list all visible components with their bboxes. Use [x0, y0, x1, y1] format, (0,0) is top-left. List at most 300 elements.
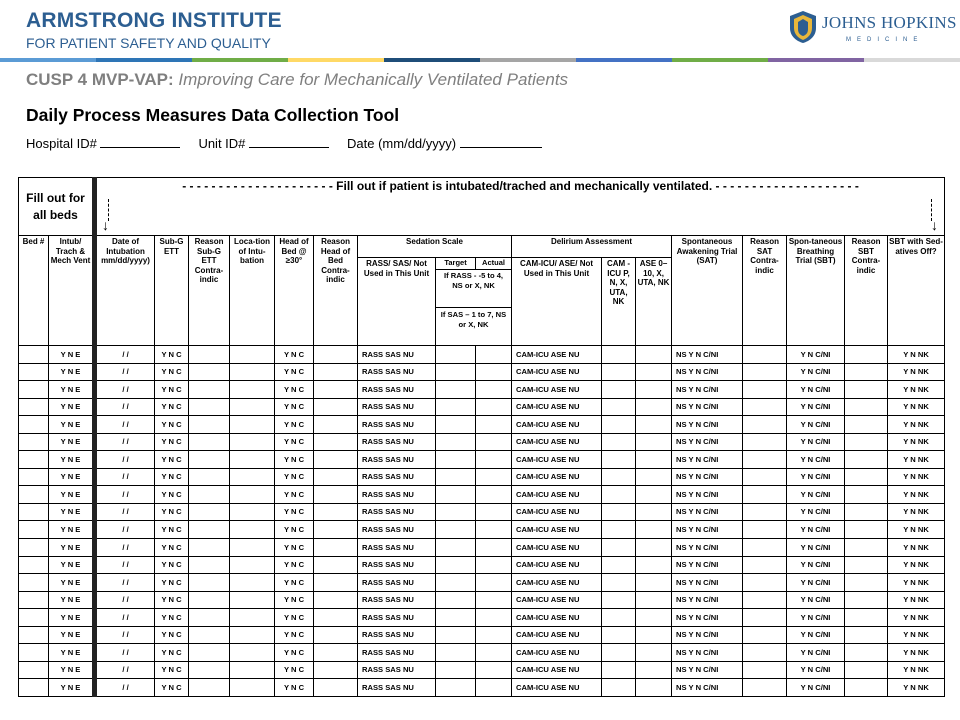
reason-subg-cell[interactable]: [189, 521, 230, 539]
ase-cell[interactable]: [636, 416, 672, 434]
subg-cell[interactable]: Y N C: [155, 644, 189, 662]
location-cell[interactable]: [230, 363, 275, 381]
sbt-cell[interactable]: Y N C/NI: [787, 556, 845, 574]
intub-cell[interactable]: Y N E: [49, 503, 95, 521]
date-intub-cell[interactable]: / /: [95, 468, 155, 486]
cam-cell[interactable]: [602, 503, 636, 521]
sbt-cell[interactable]: Y N C/NI: [787, 398, 845, 416]
sbt-sedatives-cell[interactable]: Y N NK: [888, 574, 945, 592]
date-intub-cell[interactable]: / /: [95, 416, 155, 434]
cam-cell[interactable]: [602, 609, 636, 627]
sbt-cell[interactable]: Y N C/NI: [787, 521, 845, 539]
ase-cell[interactable]: [636, 451, 672, 469]
reason-sat-cell[interactable]: [743, 486, 787, 504]
reason-hob-cell[interactable]: [314, 416, 358, 434]
bed-cell[interactable]: [19, 363, 49, 381]
rass-cell[interactable]: RASS SAS NU: [358, 416, 436, 434]
ase-cell[interactable]: [636, 609, 672, 627]
subg-cell[interactable]: Y N C: [155, 468, 189, 486]
reason-subg-cell[interactable]: [189, 556, 230, 574]
target-cell[interactable]: [436, 503, 476, 521]
bed-cell[interactable]: [19, 451, 49, 469]
sbt-sedatives-cell[interactable]: Y N NK: [888, 486, 945, 504]
sat-cell[interactable]: NS Y N C/NI: [672, 539, 743, 557]
rass-cell[interactable]: RASS SAS NU: [358, 451, 436, 469]
intub-cell[interactable]: Y N E: [49, 433, 95, 451]
intub-cell[interactable]: Y N E: [49, 574, 95, 592]
bed-cell[interactable]: [19, 416, 49, 434]
date-intub-cell[interactable]: / /: [95, 574, 155, 592]
cam-cell[interactable]: [602, 626, 636, 644]
subg-cell[interactable]: Y N C: [155, 521, 189, 539]
intub-cell[interactable]: Y N E: [49, 451, 95, 469]
sbt-cell[interactable]: Y N C/NI: [787, 609, 845, 627]
sbt-cell[interactable]: Y N C/NI: [787, 591, 845, 609]
ase-cell[interactable]: [636, 539, 672, 557]
rass-cell[interactable]: RASS SAS NU: [358, 626, 436, 644]
camicu-cell[interactable]: CAM-ICU ASE NU: [512, 574, 602, 592]
reason-sat-cell[interactable]: [743, 521, 787, 539]
actual-cell[interactable]: [476, 433, 512, 451]
sbt-sedatives-cell[interactable]: Y N NK: [888, 644, 945, 662]
reason-subg-cell[interactable]: [189, 626, 230, 644]
target-cell[interactable]: [436, 644, 476, 662]
camicu-cell[interactable]: CAM-ICU ASE NU: [512, 609, 602, 627]
reason-subg-cell[interactable]: [189, 661, 230, 679]
ase-cell[interactable]: [636, 381, 672, 399]
hob-cell[interactable]: Y N C: [275, 679, 314, 697]
ase-cell[interactable]: [636, 398, 672, 416]
reason-hob-cell[interactable]: [314, 626, 358, 644]
reason-sat-cell[interactable]: [743, 433, 787, 451]
subg-cell[interactable]: Y N C: [155, 451, 189, 469]
camicu-cell[interactable]: CAM-ICU ASE NU: [512, 451, 602, 469]
actual-cell[interactable]: [476, 416, 512, 434]
date-intub-cell[interactable]: / /: [95, 521, 155, 539]
reason-sbt-cell[interactable]: [845, 398, 888, 416]
reason-sat-cell[interactable]: [743, 609, 787, 627]
actual-cell[interactable]: [476, 679, 512, 697]
bed-cell[interactable]: [19, 486, 49, 504]
reason-sbt-cell[interactable]: [845, 451, 888, 469]
location-cell[interactable]: [230, 398, 275, 416]
location-cell[interactable]: [230, 433, 275, 451]
ase-cell[interactable]: [636, 486, 672, 504]
target-cell[interactable]: [436, 539, 476, 557]
subg-cell[interactable]: Y N C: [155, 346, 189, 364]
date-intub-cell[interactable]: / /: [95, 556, 155, 574]
reason-sat-cell[interactable]: [743, 661, 787, 679]
subg-cell[interactable]: Y N C: [155, 556, 189, 574]
actual-cell[interactable]: [476, 468, 512, 486]
intub-cell[interactable]: Y N E: [49, 679, 95, 697]
camicu-cell[interactable]: CAM-ICU ASE NU: [512, 556, 602, 574]
reason-subg-cell[interactable]: [189, 468, 230, 486]
hob-cell[interactable]: Y N C: [275, 539, 314, 557]
bed-cell[interactable]: [19, 644, 49, 662]
ase-cell[interactable]: [636, 679, 672, 697]
hob-cell[interactable]: Y N C: [275, 451, 314, 469]
ase-cell[interactable]: [636, 591, 672, 609]
hob-cell[interactable]: Y N C: [275, 556, 314, 574]
sbt-sedatives-cell[interactable]: Y N NK: [888, 381, 945, 399]
sat-cell[interactable]: NS Y N C/NI: [672, 521, 743, 539]
cam-cell[interactable]: [602, 486, 636, 504]
subg-cell[interactable]: Y N C: [155, 574, 189, 592]
reason-sat-cell[interactable]: [743, 398, 787, 416]
intub-cell[interactable]: Y N E: [49, 381, 95, 399]
sbt-cell[interactable]: Y N C/NI: [787, 644, 845, 662]
hob-cell[interactable]: Y N C: [275, 346, 314, 364]
cam-cell[interactable]: [602, 591, 636, 609]
camicu-cell[interactable]: CAM-ICU ASE NU: [512, 521, 602, 539]
ase-cell[interactable]: [636, 661, 672, 679]
sat-cell[interactable]: NS Y N C/NI: [672, 609, 743, 627]
actual-cell[interactable]: [476, 661, 512, 679]
intub-cell[interactable]: Y N E: [49, 661, 95, 679]
reason-sat-cell[interactable]: [743, 468, 787, 486]
rass-cell[interactable]: RASS SAS NU: [358, 574, 436, 592]
sbt-cell[interactable]: Y N C/NI: [787, 574, 845, 592]
location-cell[interactable]: [230, 381, 275, 399]
sbt-cell[interactable]: Y N C/NI: [787, 539, 845, 557]
cam-cell[interactable]: [602, 679, 636, 697]
reason-subg-cell[interactable]: [189, 346, 230, 364]
camicu-cell[interactable]: CAM-ICU ASE NU: [512, 591, 602, 609]
reason-subg-cell[interactable]: [189, 416, 230, 434]
hob-cell[interactable]: Y N C: [275, 521, 314, 539]
rass-cell[interactable]: RASS SAS NU: [358, 381, 436, 399]
cam-cell[interactable]: [602, 661, 636, 679]
intub-cell[interactable]: Y N E: [49, 398, 95, 416]
cam-cell[interactable]: [602, 381, 636, 399]
rass-cell[interactable]: RASS SAS NU: [358, 433, 436, 451]
camicu-cell[interactable]: CAM-ICU ASE NU: [512, 381, 602, 399]
reason-hob-cell[interactable]: [314, 398, 358, 416]
rass-cell[interactable]: RASS SAS NU: [358, 539, 436, 557]
reason-sat-cell[interactable]: [743, 574, 787, 592]
rass-cell[interactable]: RASS SAS NU: [358, 363, 436, 381]
location-cell[interactable]: [230, 503, 275, 521]
camicu-cell[interactable]: CAM-ICU ASE NU: [512, 626, 602, 644]
date-intub-cell[interactable]: / /: [95, 679, 155, 697]
actual-cell[interactable]: [476, 556, 512, 574]
camicu-cell[interactable]: CAM-ICU ASE NU: [512, 539, 602, 557]
cam-cell[interactable]: [602, 644, 636, 662]
sat-cell[interactable]: NS Y N C/NI: [672, 433, 743, 451]
bed-cell[interactable]: [19, 398, 49, 416]
camicu-cell[interactable]: CAM-ICU ASE NU: [512, 486, 602, 504]
date-intub-cell[interactable]: / /: [95, 486, 155, 504]
actual-cell[interactable]: [476, 539, 512, 557]
date-intub-cell[interactable]: / /: [95, 644, 155, 662]
target-cell[interactable]: [436, 521, 476, 539]
hob-cell[interactable]: Y N C: [275, 398, 314, 416]
hob-cell[interactable]: Y N C: [275, 503, 314, 521]
ase-cell[interactable]: [636, 574, 672, 592]
reason-hob-cell[interactable]: [314, 556, 358, 574]
reason-sbt-cell[interactable]: [845, 556, 888, 574]
bed-cell[interactable]: [19, 503, 49, 521]
target-cell[interactable]: [436, 346, 476, 364]
location-cell[interactable]: [230, 661, 275, 679]
camicu-cell[interactable]: CAM-ICU ASE NU: [512, 503, 602, 521]
reason-hob-cell[interactable]: [314, 591, 358, 609]
intub-cell[interactable]: Y N E: [49, 416, 95, 434]
location-cell[interactable]: [230, 451, 275, 469]
reason-sbt-cell[interactable]: [845, 679, 888, 697]
bed-cell[interactable]: [19, 539, 49, 557]
reason-subg-cell[interactable]: [189, 591, 230, 609]
date-intub-cell[interactable]: / /: [95, 609, 155, 627]
date-intub-cell[interactable]: / /: [95, 539, 155, 557]
target-cell[interactable]: [436, 486, 476, 504]
reason-sbt-cell[interactable]: [845, 521, 888, 539]
subg-cell[interactable]: Y N C: [155, 539, 189, 557]
ase-cell[interactable]: [636, 556, 672, 574]
intub-cell[interactable]: Y N E: [49, 521, 95, 539]
actual-cell[interactable]: [476, 381, 512, 399]
sbt-cell[interactable]: Y N C/NI: [787, 626, 845, 644]
sat-cell[interactable]: NS Y N C/NI: [672, 644, 743, 662]
ase-cell[interactable]: [636, 363, 672, 381]
reason-sbt-cell[interactable]: [845, 433, 888, 451]
reason-hob-cell[interactable]: [314, 503, 358, 521]
date-intub-cell[interactable]: / /: [95, 381, 155, 399]
location-cell[interactable]: [230, 644, 275, 662]
rass-cell[interactable]: RASS SAS NU: [358, 644, 436, 662]
cam-cell[interactable]: [602, 398, 636, 416]
rass-cell[interactable]: RASS SAS NU: [358, 661, 436, 679]
reason-sat-cell[interactable]: [743, 591, 787, 609]
sbt-sedatives-cell[interactable]: Y N NK: [888, 679, 945, 697]
reason-subg-cell[interactable]: [189, 363, 230, 381]
date-intub-cell[interactable]: / /: [95, 363, 155, 381]
reason-subg-cell[interactable]: [189, 486, 230, 504]
sat-cell[interactable]: NS Y N C/NI: [672, 556, 743, 574]
intub-cell[interactable]: Y N E: [49, 363, 95, 381]
sbt-cell[interactable]: Y N C/NI: [787, 381, 845, 399]
ase-cell[interactable]: [636, 433, 672, 451]
hob-cell[interactable]: Y N C: [275, 591, 314, 609]
sbt-sedatives-cell[interactable]: Y N NK: [888, 433, 945, 451]
reason-subg-cell[interactable]: [189, 574, 230, 592]
ase-cell[interactable]: [636, 521, 672, 539]
bed-cell[interactable]: [19, 381, 49, 399]
hob-cell[interactable]: Y N C: [275, 574, 314, 592]
reason-sbt-cell[interactable]: [845, 661, 888, 679]
bed-cell[interactable]: [19, 609, 49, 627]
actual-cell[interactable]: [476, 363, 512, 381]
actual-cell[interactable]: [476, 574, 512, 592]
location-cell[interactable]: [230, 468, 275, 486]
bed-cell[interactable]: [19, 661, 49, 679]
sbt-cell[interactable]: Y N C/NI: [787, 451, 845, 469]
target-cell[interactable]: [436, 381, 476, 399]
reason-sat-cell[interactable]: [743, 503, 787, 521]
target-cell[interactable]: [436, 626, 476, 644]
intub-cell[interactable]: Y N E: [49, 609, 95, 627]
reason-sat-cell[interactable]: [743, 363, 787, 381]
sbt-cell[interactable]: Y N C/NI: [787, 661, 845, 679]
actual-cell[interactable]: [476, 521, 512, 539]
ase-cell[interactable]: [636, 644, 672, 662]
reason-sat-cell[interactable]: [743, 644, 787, 662]
actual-cell[interactable]: [476, 346, 512, 364]
sbt-cell[interactable]: Y N C/NI: [787, 679, 845, 697]
reason-hob-cell[interactable]: [314, 363, 358, 381]
hob-cell[interactable]: Y N C: [275, 626, 314, 644]
subg-cell[interactable]: Y N C: [155, 591, 189, 609]
sat-cell[interactable]: NS Y N C/NI: [672, 381, 743, 399]
camicu-cell[interactable]: CAM-ICU ASE NU: [512, 644, 602, 662]
location-cell[interactable]: [230, 346, 275, 364]
actual-cell[interactable]: [476, 626, 512, 644]
reason-sbt-cell[interactable]: [845, 346, 888, 364]
reason-hob-cell[interactable]: [314, 521, 358, 539]
target-cell[interactable]: [436, 661, 476, 679]
bed-cell[interactable]: [19, 626, 49, 644]
target-cell[interactable]: [436, 433, 476, 451]
location-cell[interactable]: [230, 591, 275, 609]
target-cell[interactable]: [436, 574, 476, 592]
bed-cell[interactable]: [19, 556, 49, 574]
ase-cell[interactable]: [636, 503, 672, 521]
reason-subg-cell[interactable]: [189, 381, 230, 399]
intub-cell[interactable]: Y N E: [49, 346, 95, 364]
reason-sat-cell[interactable]: [743, 626, 787, 644]
sbt-cell[interactable]: Y N C/NI: [787, 416, 845, 434]
reason-sbt-cell[interactable]: [845, 574, 888, 592]
reason-sbt-cell[interactable]: [845, 363, 888, 381]
reason-subg-cell[interactable]: [189, 398, 230, 416]
target-cell[interactable]: [436, 451, 476, 469]
sat-cell[interactable]: NS Y N C/NI: [672, 398, 743, 416]
subg-cell[interactable]: Y N C: [155, 679, 189, 697]
sbt-cell[interactable]: Y N C/NI: [787, 486, 845, 504]
location-cell[interactable]: [230, 556, 275, 574]
sat-cell[interactable]: NS Y N C/NI: [672, 416, 743, 434]
camicu-cell[interactable]: CAM-ICU ASE NU: [512, 661, 602, 679]
reason-hob-cell[interactable]: [314, 539, 358, 557]
location-cell[interactable]: [230, 609, 275, 627]
camicu-cell[interactable]: CAM-ICU ASE NU: [512, 398, 602, 416]
reason-subg-cell[interactable]: [189, 609, 230, 627]
reason-sbt-cell[interactable]: [845, 468, 888, 486]
date-intub-cell[interactable]: / /: [95, 433, 155, 451]
reason-sat-cell[interactable]: [743, 346, 787, 364]
sbt-cell[interactable]: Y N C/NI: [787, 346, 845, 364]
reason-hob-cell[interactable]: [314, 468, 358, 486]
rass-cell[interactable]: RASS SAS NU: [358, 398, 436, 416]
subg-cell[interactable]: Y N C: [155, 609, 189, 627]
hospital-id-field[interactable]: [26, 136, 180, 151]
actual-cell[interactable]: [476, 503, 512, 521]
hospital-id-line[interactable]: [100, 136, 180, 148]
camicu-cell[interactable]: CAM-ICU ASE NU: [512, 346, 602, 364]
subg-cell[interactable]: Y N C: [155, 433, 189, 451]
location-cell[interactable]: [230, 574, 275, 592]
date-intub-cell[interactable]: / /: [95, 503, 155, 521]
target-cell[interactable]: [436, 416, 476, 434]
subg-cell[interactable]: Y N C: [155, 661, 189, 679]
reason-hob-cell[interactable]: [314, 433, 358, 451]
rass-cell[interactable]: RASS SAS NU: [358, 591, 436, 609]
cam-cell[interactable]: [602, 556, 636, 574]
actual-cell[interactable]: [476, 398, 512, 416]
camicu-cell[interactable]: CAM-ICU ASE NU: [512, 468, 602, 486]
sbt-sedatives-cell[interactable]: Y N NK: [888, 416, 945, 434]
bed-cell[interactable]: [19, 433, 49, 451]
cam-cell[interactable]: [602, 416, 636, 434]
actual-cell[interactable]: [476, 644, 512, 662]
sbt-sedatives-cell[interactable]: Y N NK: [888, 503, 945, 521]
rass-cell[interactable]: RASS SAS NU: [358, 468, 436, 486]
hob-cell[interactable]: Y N C: [275, 609, 314, 627]
intub-cell[interactable]: Y N E: [49, 556, 95, 574]
location-cell[interactable]: [230, 416, 275, 434]
location-cell[interactable]: [230, 679, 275, 697]
reason-sbt-cell[interactable]: [845, 644, 888, 662]
bed-cell[interactable]: [19, 346, 49, 364]
reason-sat-cell[interactable]: [743, 679, 787, 697]
reason-sbt-cell[interactable]: [845, 626, 888, 644]
reason-sbt-cell[interactable]: [845, 609, 888, 627]
rass-cell[interactable]: RASS SAS NU: [358, 679, 436, 697]
camicu-cell[interactable]: CAM-ICU ASE NU: [512, 679, 602, 697]
sat-cell[interactable]: NS Y N C/NI: [672, 346, 743, 364]
cam-cell[interactable]: [602, 363, 636, 381]
bed-cell[interactable]: [19, 574, 49, 592]
reason-hob-cell[interactable]: [314, 609, 358, 627]
sbt-sedatives-cell[interactable]: Y N NK: [888, 661, 945, 679]
reason-sbt-cell[interactable]: [845, 416, 888, 434]
intub-cell[interactable]: Y N E: [49, 591, 95, 609]
reason-sbt-cell[interactable]: [845, 591, 888, 609]
hob-cell[interactable]: Y N C: [275, 381, 314, 399]
reason-sbt-cell[interactable]: [845, 503, 888, 521]
bed-cell[interactable]: [19, 679, 49, 697]
sat-cell[interactable]: NS Y N C/NI: [672, 679, 743, 697]
rass-cell[interactable]: RASS SAS NU: [358, 486, 436, 504]
camicu-cell[interactable]: CAM-ICU ASE NU: [512, 416, 602, 434]
reason-hob-cell[interactable]: [314, 451, 358, 469]
cam-cell[interactable]: [602, 451, 636, 469]
sbt-sedatives-cell[interactable]: Y N NK: [888, 346, 945, 364]
reason-sat-cell[interactable]: [743, 556, 787, 574]
ase-cell[interactable]: [636, 626, 672, 644]
sbt-sedatives-cell[interactable]: Y N NK: [888, 398, 945, 416]
reason-subg-cell[interactable]: [189, 433, 230, 451]
intub-cell[interactable]: Y N E: [49, 539, 95, 557]
sbt-cell[interactable]: Y N C/NI: [787, 363, 845, 381]
sbt-sedatives-cell[interactable]: Y N NK: [888, 556, 945, 574]
intub-cell[interactable]: Y N E: [49, 644, 95, 662]
hob-cell[interactable]: Y N C: [275, 468, 314, 486]
sat-cell[interactable]: NS Y N C/NI: [672, 574, 743, 592]
sbt-sedatives-cell[interactable]: Y N NK: [888, 363, 945, 381]
actual-cell[interactable]: [476, 609, 512, 627]
target-cell[interactable]: [436, 398, 476, 416]
date-intub-cell[interactable]: / /: [95, 398, 155, 416]
sbt-cell[interactable]: Y N C/NI: [787, 433, 845, 451]
subg-cell[interactable]: Y N C: [155, 398, 189, 416]
reason-sbt-cell[interactable]: [845, 539, 888, 557]
reason-subg-cell[interactable]: [189, 644, 230, 662]
rass-cell[interactable]: RASS SAS NU: [358, 521, 436, 539]
cam-cell[interactable]: [602, 574, 636, 592]
date-intub-cell[interactable]: / /: [95, 346, 155, 364]
